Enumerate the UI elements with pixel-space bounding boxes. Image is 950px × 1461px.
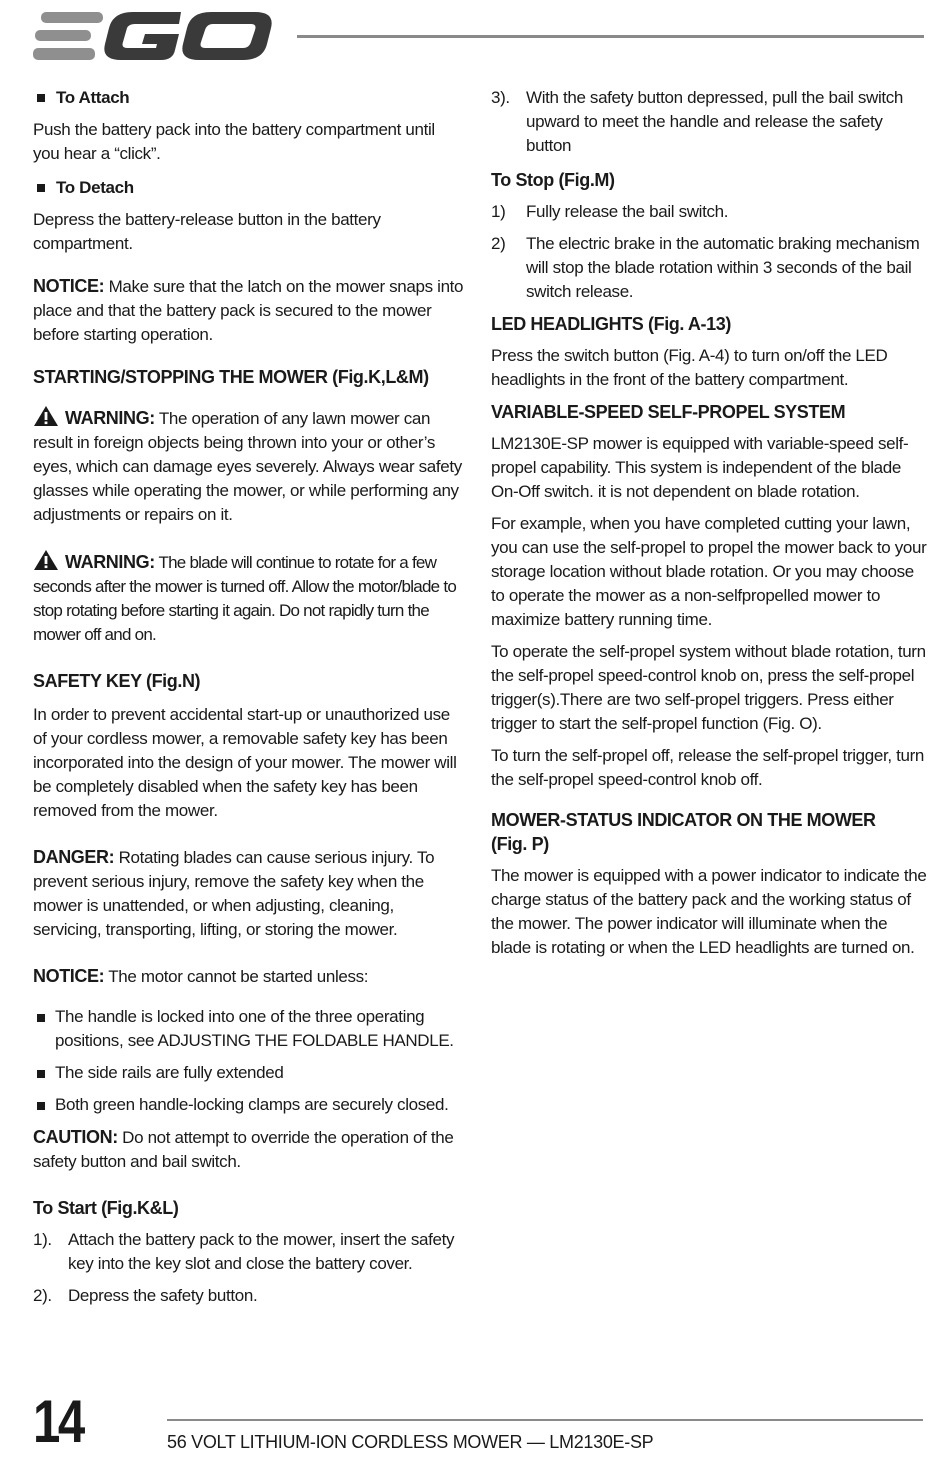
step-number: 2) [491,234,506,253]
list-item [491,200,927,224]
notice-battery [33,274,465,347]
mower-status-heading-fig: (Fig. P) [491,834,549,854]
danger-text: Rotating blades can cause serious injury. To prevent serious injury, remove the safety key when the mower is unattended, or when adjusting, cleaning, servicing, transporting, lifting, or storing the mower. [33,848,435,939]
start-steps-list [33,1228,465,1308]
square-bullet-icon [37,94,45,102]
step-text: Depress the safety button. [68,1286,258,1305]
page-number: 14 [33,1388,83,1455]
attach-text: Push the battery pack into the battery compartment until you hear a “click”. [33,120,435,163]
self-propel-text-1: LM2130E-SP mower is equipped with variable-speed self-propel capability. This system is independent of the blade On-Off switch. it is not dependent on blade rotation. [491,434,909,501]
to-start-heading: To Start (Fig.K&L) [33,1198,179,1218]
notice-label: NOTICE: [33,276,105,296]
list-item [491,232,927,304]
caution-text: Do not attempt to override the operation of the safety button and bail switch. [33,1128,454,1171]
start-conditions-list [33,1005,465,1117]
header-rule [297,35,924,38]
warning-blade-rotation [33,549,465,647]
notice-text: The motor cannot be started unless: [104,967,369,986]
detach-heading-text: To Detach [56,178,134,197]
right-column [491,86,927,960]
list-item: The side rails are fully extended [33,1061,465,1085]
to-stop-heading: To Stop (Fig.M) [491,170,615,190]
notice-label: NOTICE: [33,966,105,986]
self-propel-text-2: For example, when you have completed cutting your lawn, you can use the self-propel to propel the mower back to your storage location without blade rotation. Or you may choose to operate the mower as a non-selfpropelled mower to maximize battery running time. [491,514,927,629]
warning-label: WARNING: [65,552,155,572]
stop-steps-list [491,200,927,304]
step-number: 2). [33,1286,52,1305]
led-headlights-text: Press the switch button (Fig. A-4) to turn on/off the LED headlights in the front of the battery compartment. [491,346,888,389]
notice-text: Make sure that the latch on the mower snaps into place and that the battery pack is secured to the mower before starting operation. [33,277,464,344]
start-step-3 [491,86,927,158]
step-text: Fully release the bail switch. [526,202,729,221]
footer-rule [167,1419,923,1421]
step-text: With the safety button depressed, pull the bail switch upward to meet the handle and release the safety button [526,88,904,155]
safety-key-heading: SAFETY KEY (Fig.N) [33,671,201,691]
starting-stopping-heading: STARTING/STOPPING THE MOWER (Fig.K,L&M) [33,367,429,387]
detach-text: Depress the battery-release button in the battery compartment. [33,210,381,253]
list-item: Both green handle-locking clamps are securely closed. [33,1093,465,1117]
attach-heading [33,86,465,110]
danger-notice [33,845,465,942]
list-item: The handle is locked into one of the three operating positions, see ADJUSTING THE FOLDABLE HANDLE. [33,1005,465,1053]
detach-heading [33,176,465,200]
step-number: 1). [33,1230,52,1249]
ego-logo [33,10,273,62]
self-propel-text-4: To turn the self-propel off, release the self-propel trigger, turn the self-propel speed-control knob off. [491,746,925,789]
safety-key-text: In order to prevent accidental start-up or unauthorized use of your cordless mower, a removable safety key has been incorporated into the design of your mower. The mower will be completely disabled when the safety key has been removed from the mower. [33,705,457,820]
page-header [0,0,950,80]
step-text: Attach the battery pack to the mower, insert the safety key into the key slot and close the battery cover. [68,1230,455,1273]
danger-label: DANGER: [33,847,115,867]
self-propel-text-3: To operate the self-propel system without blade rotation, turn the self-propel speed-control knob on, press the self-propel trigger(s).There are two self-propel triggers. Press either trigger to start the self-propel function (Fig. O). [491,642,926,733]
notice-motor [33,964,465,989]
footer-title: 56 VOLT LITHIUM-ION CORDLESS MOWER — LM2130E-SP [167,1432,654,1452]
warning-triangle-icon [33,405,59,427]
list-item [33,1228,465,1276]
warning-text: The operation of any lawn mower can result in foreign objects being thrown into your or other’s eyes, which can damage eyes severely. Always wear safety glasses while operating the mower, or while performing any adjustments or repairs on it. [33,409,462,524]
step-number: 3). [491,88,510,107]
square-bullet-icon [37,184,45,192]
warning-label: WARNING: [65,408,155,428]
mower-status-heading: MOWER-STATUS INDICATOR ON THE MOWER [491,810,876,830]
step-number: 1) [491,202,506,221]
warning-text: The blade will continue to rotate for a few seconds after the mower is turned off. Allow the motor/blade to stop rotating before starting it again. Do not rapidly turn the mower off and on. [33,553,457,644]
attach-heading-text: To Attach [56,88,130,107]
left-column [33,86,465,1316]
self-propel-heading: VARIABLE-SPEED SELF-PROPEL SYSTEM [491,402,846,422]
led-headlights-heading: LED HEADLIGHTS (Fig. A-13) [491,314,731,334]
step-text: The electric brake in the automatic braking mechanism will stop the blade rotation within 3 seconds of the bail switch release. [526,234,920,301]
caution-label: CAUTION: [33,1127,118,1147]
warning-triangle-icon [33,549,59,571]
list-item [491,86,927,158]
list-item [33,1284,465,1308]
mower-status-text: The mower is equipped with a power indicator to indicate the charge status of the battery pack and the working status of the mower. The power indicator will illuminate when the blade is rotating or when the LED headlights are turned on. [491,866,927,957]
caution-notice [33,1125,465,1174]
warning-foreign-objects [33,405,465,527]
